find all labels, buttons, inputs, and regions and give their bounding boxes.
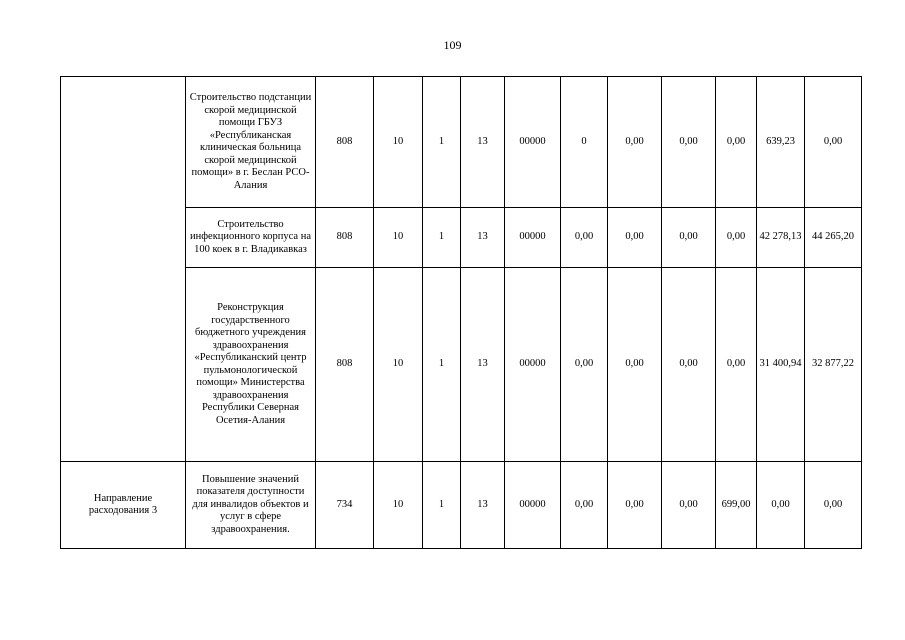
code-rz: 10 (374, 268, 423, 462)
code-cs-1: 13 (461, 268, 505, 462)
code-cs-2: 00000 (505, 268, 561, 462)
value-cell: 0,00 (561, 462, 608, 549)
code-grbs: 808 (316, 268, 374, 462)
value-cell: 0,00 (805, 462, 862, 549)
code-cs-1: 13 (461, 462, 505, 549)
code-grbs: 734 (316, 462, 374, 549)
table-row (61, 462, 862, 549)
code-rz: 10 (374, 77, 423, 208)
value-cell: 42 278,13 (757, 208, 805, 268)
page-number: 109 (443, 38, 462, 52)
value-cell: 0,00 (716, 268, 757, 462)
table-row (61, 77, 862, 208)
direction-cell (61, 77, 186, 462)
item-name: Строительство инфекционного корпуса на 100 коек в г. Владикавказ (186, 208, 316, 268)
value-cell: 31 400,94 (757, 268, 805, 462)
code-rz: 10 (374, 462, 423, 549)
value-cell: 0,00 (561, 268, 608, 462)
item-name: Реконструкция государственного бюджетного учреждения здравоохранения «Республиканский центр пульмонологической помощи» Министерства здравоохранения Республики Северная Осетия-Алания (186, 268, 316, 462)
value-cell: 0,00 (608, 268, 662, 462)
code-pr: 1 (423, 208, 461, 268)
value-cell: 0,00 (662, 462, 716, 549)
code-pr: 1 (423, 268, 461, 462)
value-cell: 0 (561, 77, 608, 208)
value-cell: 32 877,22 (805, 268, 862, 462)
code-grbs: 808 (316, 208, 374, 268)
value-cell: 0,00 (608, 208, 662, 268)
code-rz: 10 (374, 208, 423, 268)
value-cell: 0,00 (662, 268, 716, 462)
value-cell: 0,00 (805, 77, 862, 208)
item-name: Повышение значений показателя доступности для инвалидов объектов и услуг в сфере здравоохранения. (186, 462, 316, 549)
direction-cell: Направление расходования 3 (61, 462, 186, 549)
value-cell: 639,23 (757, 77, 805, 208)
value-cell: 699,00 (716, 462, 757, 549)
value-cell: 0,00 (608, 77, 662, 208)
code-cs-1: 13 (461, 208, 505, 268)
code-cs-2: 00000 (505, 77, 561, 208)
code-pr: 1 (423, 77, 461, 208)
value-cell: 0,00 (662, 208, 716, 268)
code-pr: 1 (423, 462, 461, 549)
code-cs-2: 00000 (505, 462, 561, 549)
code-cs-2: 00000 (505, 208, 561, 268)
code-cs-1: 13 (461, 77, 505, 208)
value-cell: 0,00 (757, 462, 805, 549)
value-cell: 0,00 (561, 208, 608, 268)
value-cell: 0,00 (716, 77, 757, 208)
value-cell: 44 265,20 (805, 208, 862, 268)
value-cell: 0,00 (716, 208, 757, 268)
value-cell: 0,00 (608, 462, 662, 549)
budget-table (60, 76, 862, 549)
code-grbs: 808 (316, 77, 374, 208)
item-name: Строительство подстанции скорой медицинской помощи ГБУЗ «Республиканская клиническая больница скорой медицинской помощи» в г. Беслан РСО-Алания (186, 77, 316, 208)
value-cell: 0,00 (662, 77, 716, 208)
